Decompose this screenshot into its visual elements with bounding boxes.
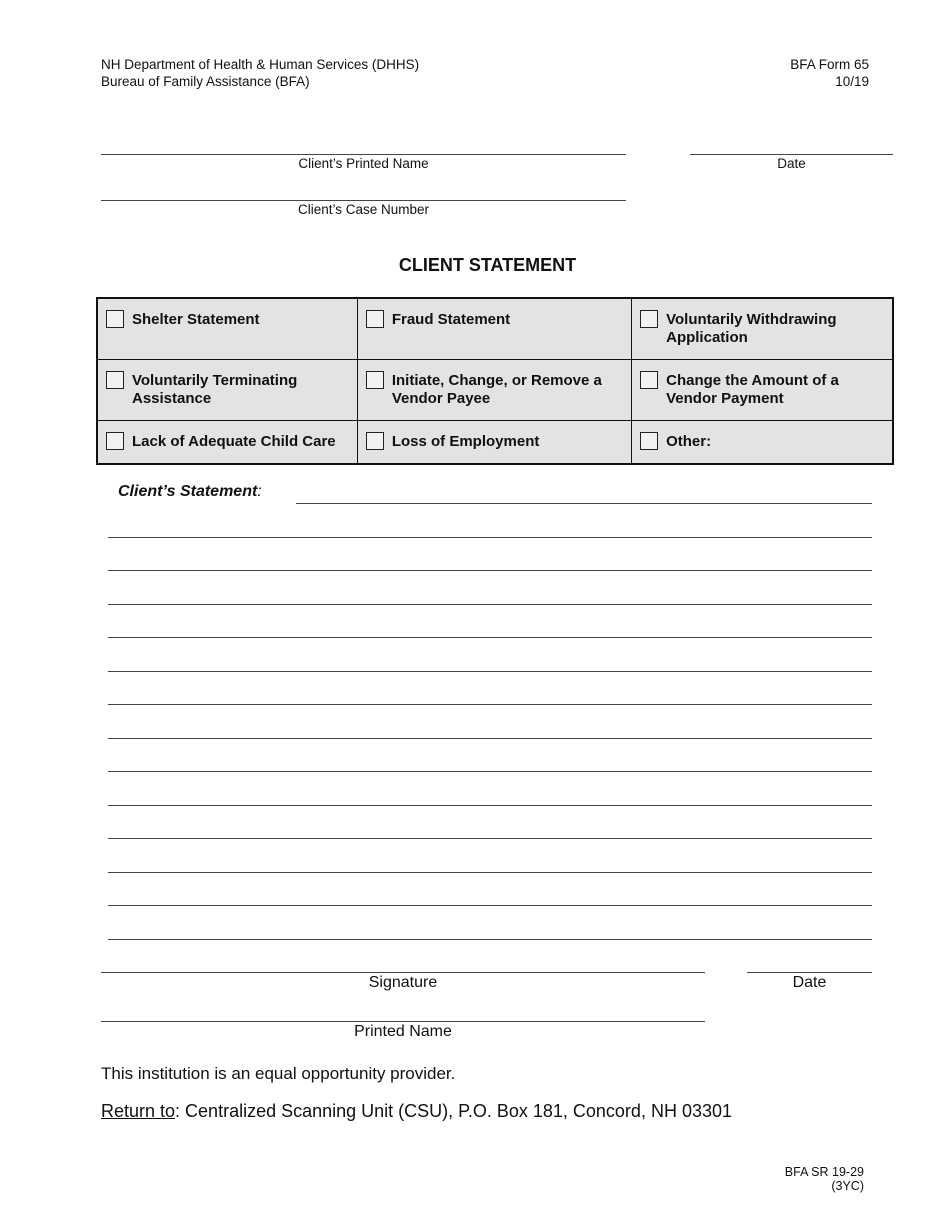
checkbox[interactable]: [640, 310, 658, 328]
option-label: Other:: [666, 433, 712, 450]
case-number-label: Client’s Case Number: [297, 202, 430, 217]
statement-line[interactable]: [108, 838, 872, 839]
signature-date-label: Date: [792, 974, 827, 991]
statement-line[interactable]: [108, 872, 872, 873]
signature-printed-name-label: Printed Name: [354, 1023, 452, 1040]
option-label: Shelter Statement: [132, 311, 260, 328]
option-loss-of-employment: [357, 421, 631, 465]
option-label: Fraud Statement: [391, 311, 511, 328]
checkbox[interactable]: [366, 432, 384, 450]
option-label: Initiate, Change, or Remove a Vendor Payee: [391, 372, 602, 407]
option-child-care: [97, 421, 357, 465]
statement-line[interactable]: [108, 805, 872, 806]
checkbox[interactable]: [106, 432, 124, 450]
statement-line[interactable]: [108, 704, 872, 705]
signature-label: Signature: [368, 974, 438, 991]
bureau-name: Bureau of Family Assistance (BFA): [101, 74, 310, 89]
statement-label-text: Client’s Statement: [118, 483, 258, 500]
option-vendor-payee: [357, 360, 631, 421]
statement-line[interactable]: [108, 939, 872, 940]
option-label: Voluntarily Terminating Assistance: [132, 372, 298, 407]
date-field[interactable]: [690, 154, 893, 155]
form-code-line1: BFA SR 19-29: [784, 1165, 864, 1179]
checkbox[interactable]: [366, 310, 384, 328]
option-label: Lack of Adequate Child Care: [132, 433, 336, 450]
signature-date-field[interactable]: [747, 972, 872, 973]
statement-line[interactable]: [108, 738, 872, 739]
return-to-label: Return to: [101, 1101, 176, 1121]
printed-name-field[interactable]: [101, 154, 626, 155]
statement-line[interactable]: [108, 637, 872, 638]
option-voluntarily-terminating: [97, 360, 357, 421]
form-code-line2: (3YC): [831, 1179, 864, 1193]
checkbox[interactable]: [640, 432, 658, 450]
form-id: [790, 56, 869, 90]
agency-name: NH Department of Health & Human Services (DHHS): [101, 57, 420, 72]
checkbox[interactable]: [640, 371, 658, 389]
case-number-field[interactable]: [101, 200, 626, 201]
option-other: [632, 421, 893, 465]
statement-line[interactable]: [296, 503, 872, 504]
option-label: Change the Amount of a Vendor Payment: [666, 372, 839, 407]
statement-type-table: [96, 297, 894, 465]
form-code: [785, 1165, 864, 1193]
page-title: CLIENT STATEMENT: [398, 255, 577, 275]
form-revision-date: 10/19: [835, 74, 869, 89]
return-to-address: : Centralized Scanning Unit (CSU), P.O. Box 181, Concord, NH 03301: [175, 1101, 732, 1121]
statement-label: [118, 483, 262, 501]
equal-opportunity-notice: This institution is an equal opportunity provider.: [101, 1064, 456, 1083]
checkbox[interactable]: [106, 310, 124, 328]
signature-printed-name-field[interactable]: [101, 1021, 705, 1022]
statement-line[interactable]: [108, 537, 872, 538]
printed-name-label: Client’s Printed Name: [298, 156, 429, 171]
date-label: Date: [777, 156, 806, 171]
option-label: Voluntarily Withdrawing Application: [666, 311, 837, 346]
statement-label-colon: :: [257, 483, 262, 500]
statement-line[interactable]: [108, 671, 872, 672]
form-number: BFA Form 65: [790, 57, 869, 72]
option-vendor-payment-amount: [632, 360, 893, 421]
checkbox[interactable]: [106, 371, 124, 389]
statement-line[interactable]: [108, 604, 872, 605]
option-shelter-statement: [97, 298, 357, 360]
statement-line[interactable]: [108, 905, 872, 906]
signature-field[interactable]: [101, 972, 705, 973]
checkbox[interactable]: [366, 371, 384, 389]
statement-line[interactable]: [108, 771, 872, 772]
statement-line[interactable]: [108, 570, 872, 571]
agency-header: [101, 56, 419, 90]
option-voluntarily-withdrawing: [632, 298, 893, 360]
option-label: Loss of Employment: [391, 433, 540, 450]
return-to-line: [101, 1101, 732, 1122]
option-fraud-statement: [357, 298, 631, 360]
